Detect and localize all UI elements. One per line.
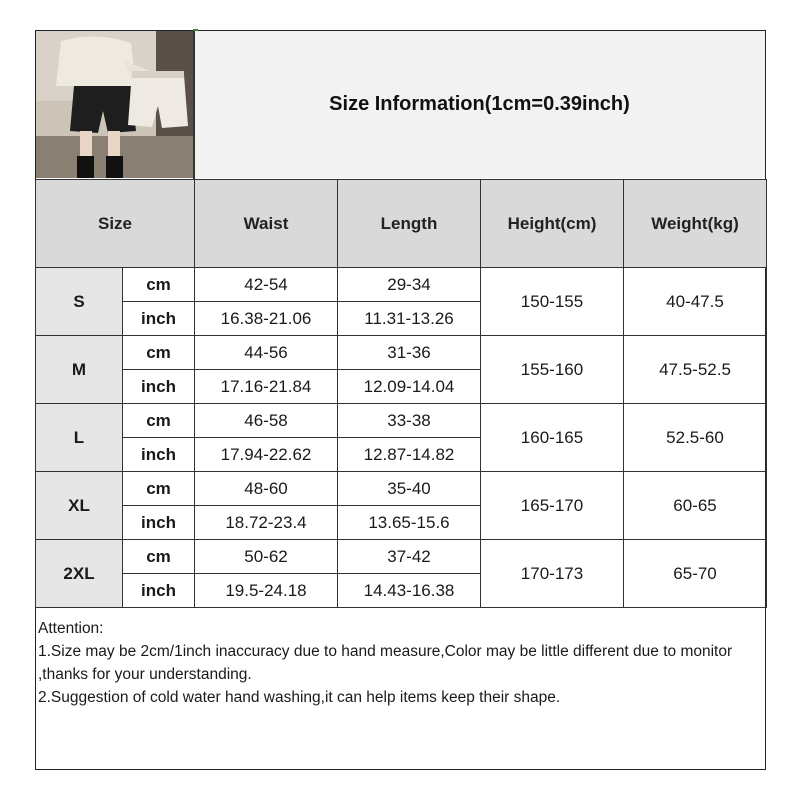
height-range: 165-170 (481, 472, 624, 540)
waist-inch: 19.5-24.18 (195, 574, 338, 608)
height-range: 170-173 (481, 540, 624, 608)
unit-label: cm (123, 472, 195, 506)
table-row (36, 404, 767, 438)
length-cm: 33-38 (338, 404, 481, 438)
table-row (36, 472, 767, 506)
length-cm: 31-36 (338, 336, 481, 370)
title-cell (194, 31, 765, 178)
unit-label: cm (123, 540, 195, 574)
weight-range: 52.5-60 (624, 404, 767, 472)
length-inch: 12.09-14.04 (338, 370, 481, 404)
notes-heading: Attention: (38, 620, 104, 637)
unit-label: inch (123, 574, 195, 608)
page-title: Size Information(1cm=0.39inch) (329, 93, 630, 115)
header-weight: Weight(kg) (624, 180, 767, 268)
waist-cm: 44-56 (195, 336, 338, 370)
unit-label: cm (123, 268, 195, 302)
waist-cm: 50-62 (195, 540, 338, 574)
header-waist: Waist (195, 180, 338, 268)
unit-label: cm (123, 404, 195, 438)
waist-cm: 48-60 (195, 472, 338, 506)
waist-cm: 42-54 (195, 268, 338, 302)
length-cm: 37-42 (338, 540, 481, 574)
unit-label: inch (123, 302, 195, 336)
product-photo-illustration (36, 31, 193, 178)
size-label: M (36, 336, 123, 404)
waist-inch: 18.72-23.4 (195, 506, 338, 540)
unit-label: cm (123, 336, 195, 370)
unit-label: inch (123, 438, 195, 472)
weight-range: 65-70 (624, 540, 767, 608)
height-range: 155-160 (481, 336, 624, 404)
waist-inch: 17.94-22.62 (195, 438, 338, 472)
header-size: Size (36, 180, 195, 268)
table-row (36, 336, 767, 370)
waist-cm: 46-58 (195, 404, 338, 438)
header-divider (193, 31, 195, 179)
weight-range: 60-65 (624, 472, 767, 540)
height-range: 160-165 (481, 404, 624, 472)
table-row (36, 268, 767, 302)
note-line-2: 2.Suggestion of cold water hand washing,it can help items keep their shape. (38, 689, 561, 706)
length-inch: 13.65-15.6 (338, 506, 481, 540)
note-line-1: 1.Size may be 2cm/1inch inaccuracy due to hand measure,Color may be little different due to monitor ,thanks for your understanding. (38, 643, 733, 683)
size-label: S (36, 268, 123, 336)
height-range: 150-155 (481, 268, 624, 336)
length-cm: 29-34 (338, 268, 481, 302)
size-label: XL (36, 472, 123, 540)
size-label: L (36, 404, 123, 472)
product-photo (36, 31, 193, 178)
weight-range: 47.5-52.5 (624, 336, 767, 404)
unit-label: inch (123, 370, 195, 404)
table-row (36, 540, 767, 574)
waist-inch: 16.38-21.06 (195, 302, 338, 336)
length-inch: 14.43-16.38 (338, 574, 481, 608)
size-table (35, 179, 767, 608)
weight-range: 40-47.5 (624, 268, 767, 336)
size-label: 2XL (36, 540, 123, 608)
header-length: Length (338, 180, 481, 268)
unit-label: inch (123, 506, 195, 540)
header-row (36, 180, 767, 268)
length-inch: 11.31-13.26 (338, 302, 481, 336)
length-cm: 35-40 (338, 472, 481, 506)
waist-inch: 17.16-21.84 (195, 370, 338, 404)
header-height: Height(cm) (481, 180, 624, 268)
attention-notes (38, 617, 763, 709)
length-inch: 12.87-14.82 (338, 438, 481, 472)
